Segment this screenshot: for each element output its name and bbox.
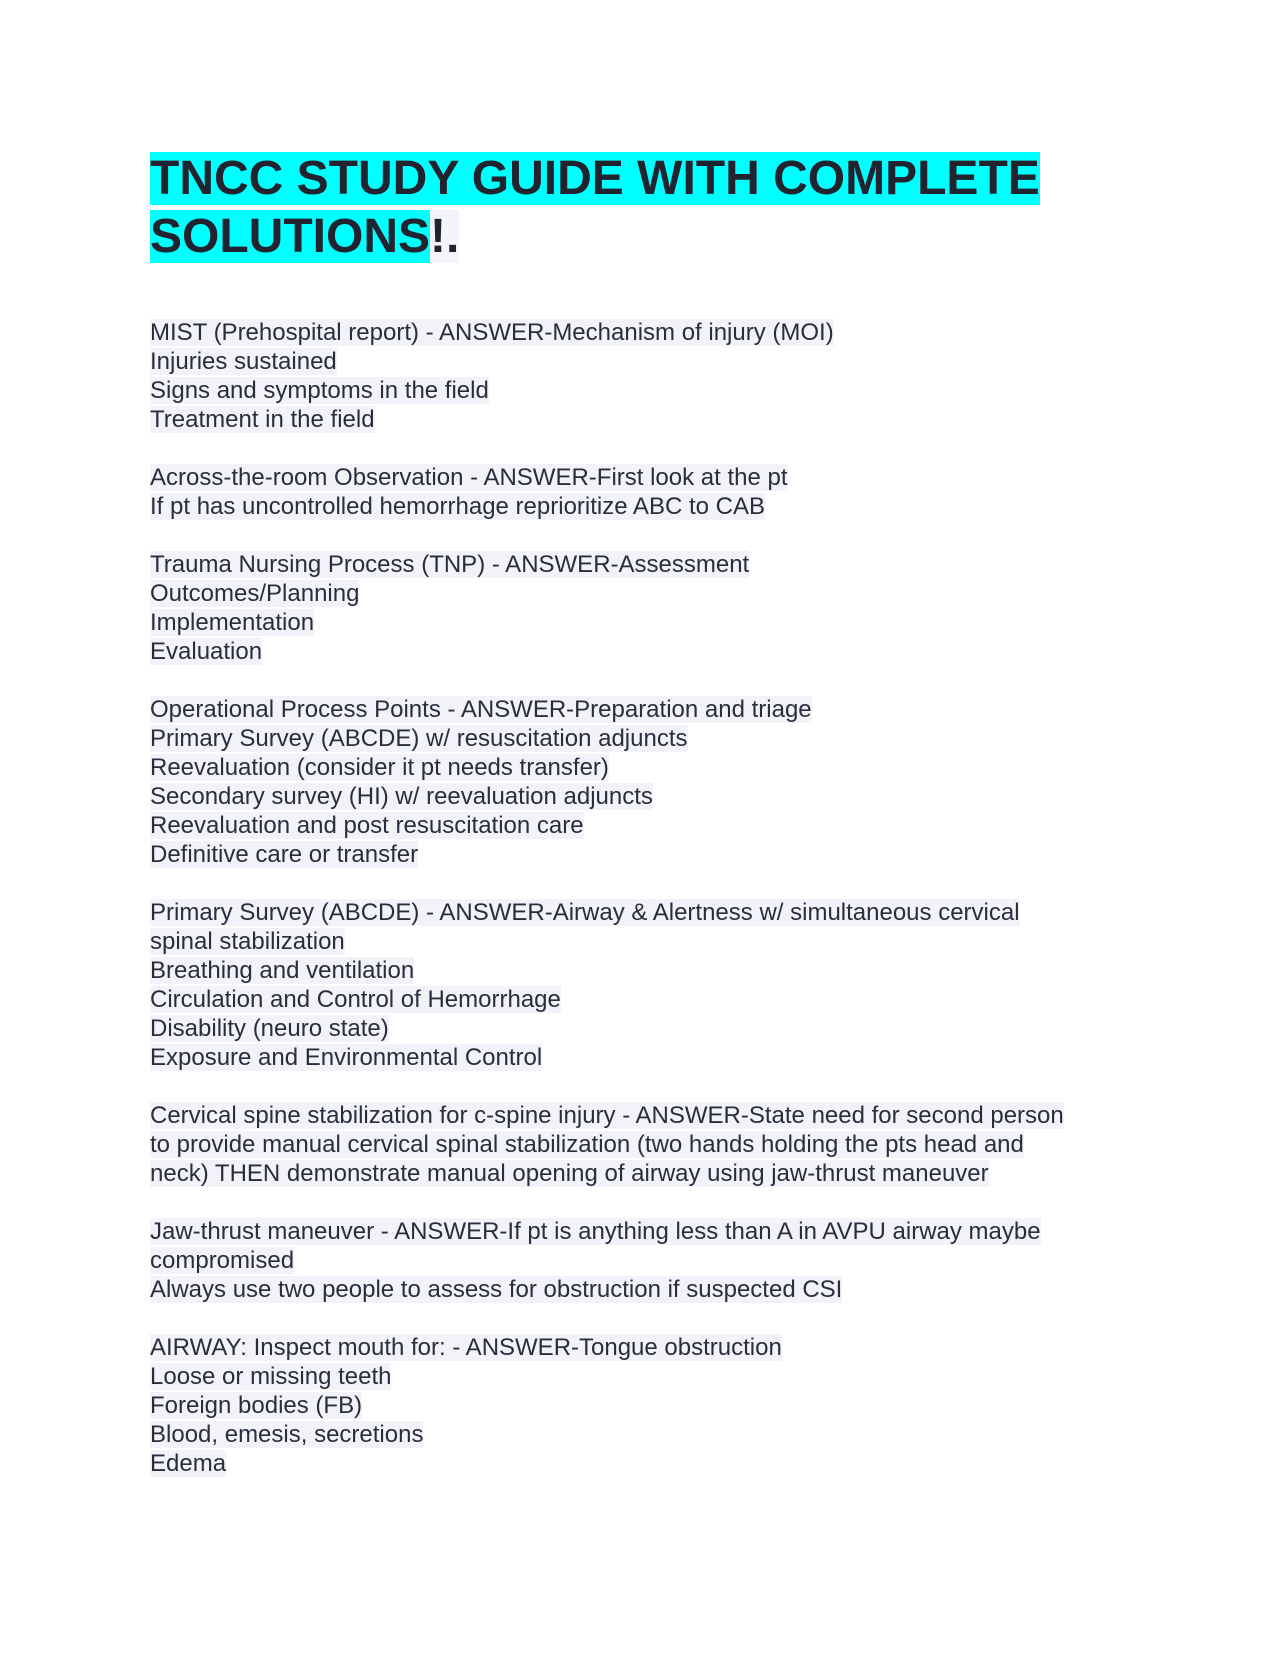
text-line: [150, 1333, 1130, 1362]
text-line: [150, 1014, 1130, 1043]
text-line-content: Reevaluation (consider it pt needs transfer): [150, 754, 609, 781]
text-line-content: Evaluation: [150, 638, 263, 665]
text-line-content: Jaw-thrust maneuver - ANSWER-If pt is anything less than A in AVPU airway maybe: [150, 1218, 1041, 1245]
text-line: [150, 1362, 1130, 1391]
text-line-content: AIRWAY: Inspect mouth for: - ANSWER-Tongue obstruction: [150, 1334, 782, 1361]
text-line-content: Disability (neuro state): [150, 1015, 389, 1042]
text-line: [150, 1391, 1130, 1420]
text-line-content: Definitive care or transfer: [150, 841, 419, 868]
title-tail: !.: [430, 210, 460, 263]
text-line: [150, 1217, 1130, 1246]
text-line: [150, 724, 1130, 753]
text-line: [150, 463, 1130, 492]
text-line-content: Across-the-room Observation - ANSWER-First look at the pt: [150, 464, 788, 491]
text-line-content: Signs and symptoms in the field: [150, 377, 489, 404]
text-line-content: neck) THEN demonstrate manual opening of airway using jaw-thrust maneuver: [150, 1160, 989, 1187]
text-line-content: compromised: [150, 1247, 295, 1274]
text-line: [150, 550, 1130, 579]
text-line: [150, 1246, 1130, 1275]
qa-block: [150, 463, 1130, 521]
text-line: [150, 405, 1130, 434]
text-line-content: Foreign bodies (FB): [150, 1392, 363, 1419]
text-line: [150, 840, 1130, 869]
text-line-content: Primary Survey (ABCDE) - ANSWER-Airway & Alertness w/ simultaneous cervical: [150, 899, 1020, 926]
text-line-content: spinal stabilization: [150, 928, 345, 955]
qa-block: [150, 1217, 1130, 1304]
text-line: [150, 1449, 1130, 1478]
text-line: [150, 637, 1130, 666]
text-line-content: Outcomes/Planning: [150, 580, 360, 607]
text-line: [150, 898, 1130, 927]
text-line-content: Operational Process Points - ANSWER-Preparation and triage: [150, 696, 812, 723]
qa-block: [150, 1101, 1130, 1188]
text-line: [150, 492, 1130, 521]
document-title: [150, 150, 1130, 266]
title-highlight-line1: TNCC STUDY GUIDE WITH COMPLETE: [150, 152, 1040, 205]
text-line-content: Breathing and ventilation: [150, 957, 415, 984]
text-line: [150, 927, 1130, 956]
text-line-content: Always use two people to assess for obstruction if suspected CSI: [150, 1276, 843, 1303]
text-line: [150, 811, 1130, 840]
qa-block: [150, 318, 1130, 434]
text-line: [150, 1275, 1130, 1304]
text-line-content: Exposure and Environmental Control: [150, 1044, 543, 1071]
text-line: [150, 1101, 1130, 1130]
text-line-content: If pt has uncontrolled hemorrhage reprioritize ABC to CAB: [150, 493, 765, 520]
qa-block: [150, 898, 1130, 1072]
text-line: [150, 782, 1130, 811]
qa-block: [150, 695, 1130, 869]
text-line-content: Reevaluation and post resuscitation care: [150, 812, 584, 839]
text-line-content: Edema: [150, 1450, 227, 1477]
text-line: [150, 753, 1130, 782]
qa-blocks: [150, 318, 1130, 1478]
title-highlight-line2: SOLUTIONS: [150, 210, 431, 263]
text-line: [150, 1130, 1130, 1159]
text-line-content: Loose or missing teeth: [150, 1363, 392, 1390]
text-line: [150, 579, 1130, 608]
text-line-content: Primary Survey (ABCDE) w/ resuscitation adjuncts: [150, 725, 688, 752]
text-line: [150, 347, 1130, 376]
text-line: [150, 956, 1130, 985]
text-line: [150, 318, 1130, 347]
text-line-content: Trauma Nursing Process (TNP) - ANSWER-Assessment: [150, 551, 750, 578]
qa-block: [150, 550, 1130, 666]
text-line-content: Injuries sustained: [150, 348, 337, 375]
text-line: [150, 1420, 1130, 1449]
text-line-content: MIST (Prehospital report) - ANSWER-Mechanism of injury (MOI): [150, 319, 834, 346]
text-line: [150, 1043, 1130, 1072]
text-line: [150, 608, 1130, 637]
text-line-content: Cervical spine stabilization for c-spine injury - ANSWER-State need for second person: [150, 1102, 1064, 1129]
text-line-content: to provide manual cervical spinal stabilization (two hands holding the pts head and: [150, 1131, 1024, 1158]
document-page: [150, 150, 1130, 1507]
text-line-content: Implementation: [150, 609, 315, 636]
text-line-content: Treatment in the field: [150, 406, 375, 433]
text-line: [150, 1159, 1130, 1188]
text-line-content: Secondary survey (HI) w/ reevaluation adjuncts: [150, 783, 653, 810]
text-line: [150, 376, 1130, 405]
text-line-content: Blood, emesis, secretions: [150, 1421, 424, 1448]
text-line: [150, 985, 1130, 1014]
qa-block: [150, 1333, 1130, 1478]
text-line: [150, 695, 1130, 724]
text-line-content: Circulation and Control of Hemorrhage: [150, 986, 561, 1013]
